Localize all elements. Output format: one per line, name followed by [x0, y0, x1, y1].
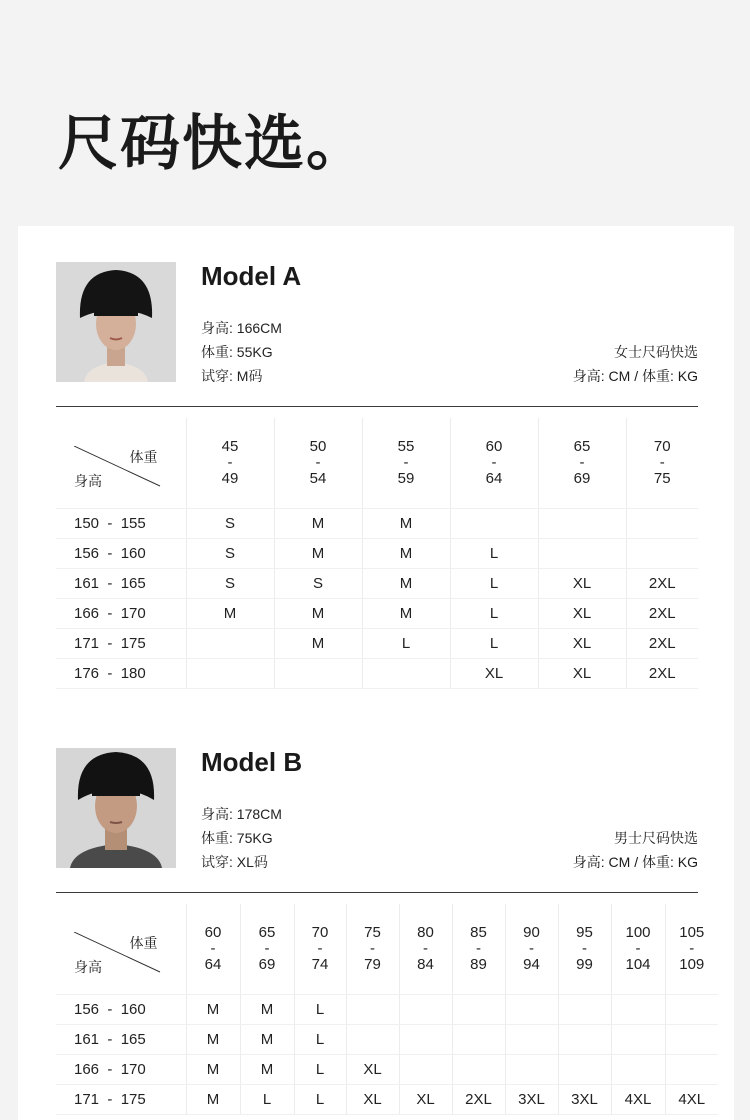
size-cell: M [186, 994, 240, 1024]
size-cell: M [362, 508, 450, 538]
corner-weight-label: 体重 [129, 935, 158, 951]
weight-range-lo: 105 [679, 923, 705, 941]
table-row [56, 628, 698, 658]
height-range-cell: 161 - 165 [56, 1024, 186, 1054]
size-cell [452, 1054, 505, 1084]
model-b-weight: 体重: 75KG [201, 830, 273, 846]
weight-range-header [665, 904, 718, 994]
weight-range-hi: 75 [653, 469, 671, 487]
size-cell: XL [538, 568, 626, 598]
weight-range-hi: 69 [573, 469, 591, 487]
size-cell: S [186, 568, 274, 598]
weight-range-hi: 109 [679, 955, 705, 973]
weight-range-dash: - [264, 939, 270, 957]
model-b-name: Model B [201, 747, 303, 777]
weight-range-lo: 60 [204, 923, 222, 941]
weight-range-hi: 94 [523, 955, 540, 973]
model-a-try-on: 试穿: M码 [201, 368, 263, 384]
size-cell: XL [538, 628, 626, 658]
size-cell: M [362, 538, 450, 568]
size-cell: L [362, 628, 450, 658]
size-cell: L [240, 1084, 294, 1114]
weight-range-lo: 85 [470, 923, 487, 941]
weight-range-dash: - [315, 453, 321, 471]
weight-range-dash: - [582, 939, 587, 957]
weight-range-header [626, 418, 698, 508]
size-cell: L [294, 994, 346, 1024]
size-cell: XL [538, 658, 626, 688]
size-cell: M [240, 994, 294, 1024]
height-range-cell: 156 - 160 [56, 538, 186, 568]
size-cell: M [240, 1024, 294, 1054]
size-cell: S [186, 538, 274, 568]
size-cell [346, 994, 399, 1024]
weight-range-header [558, 904, 611, 994]
weight-range-lo: 60 [485, 437, 503, 455]
weight-range-header [186, 904, 240, 994]
size-cell: M [362, 568, 450, 598]
weight-range-lo: 95 [576, 923, 593, 941]
size-cell: 2XL [626, 568, 698, 598]
weight-range-lo: 100 [625, 923, 651, 941]
size-cell [274, 658, 362, 688]
size-cell: 4XL [665, 1084, 718, 1114]
size-cell: XL [399, 1084, 452, 1114]
weight-range-hi: 64 [204, 955, 222, 973]
model-a-weight: 体重: 55KG [201, 344, 273, 360]
size-cell: L [450, 598, 538, 628]
weight-range-header [186, 418, 274, 508]
table-row [56, 994, 718, 1024]
model-a-size-table [56, 418, 698, 689]
weight-range-lo: 65 [573, 437, 591, 455]
table-row [56, 1024, 718, 1054]
weight-range-header [362, 418, 450, 508]
height-range-cell: 150 - 155 [56, 508, 186, 538]
weight-range-dash: - [370, 939, 375, 957]
weight-range-hi: 89 [470, 955, 487, 973]
size-cell [558, 994, 611, 1024]
height-range-cell: 171 - 175 [56, 628, 186, 658]
weight-range-lo: 65 [258, 923, 276, 941]
weight-range-hi: 104 [625, 955, 651, 973]
size-cell [611, 1024, 665, 1054]
corner-weight-label: 体重 [129, 449, 158, 465]
height-range-cell: 161 - 165 [56, 568, 186, 598]
size-cell: M [274, 508, 362, 538]
weight-range-dash: - [491, 453, 497, 471]
weight-range-header [538, 418, 626, 508]
size-cell [362, 658, 450, 688]
size-cell: M [186, 1024, 240, 1054]
weight-range-dash: - [403, 453, 409, 471]
table-row [56, 538, 698, 568]
size-cell: XL [346, 1084, 399, 1114]
weight-range-lo: 90 [523, 923, 540, 941]
size-cell: L [294, 1054, 346, 1084]
size-cell [665, 1054, 718, 1084]
size-cell [450, 508, 538, 538]
size-cell [452, 1024, 505, 1054]
model-a-units-label: 身高: CM / 体重: KG [572, 368, 698, 384]
model-b-photo [56, 748, 176, 868]
size-cell: 2XL [626, 628, 698, 658]
size-cell: L [450, 568, 538, 598]
model-a-divider [56, 406, 698, 407]
weight-range-dash: - [476, 939, 481, 957]
height-range-cell: 166 - 170 [56, 598, 186, 628]
size-cell [186, 628, 274, 658]
table-corner-header [56, 418, 186, 508]
weight-range-dash: - [689, 939, 695, 957]
size-cell [538, 538, 626, 568]
weight-range-dash: - [659, 453, 665, 471]
size-cell [626, 508, 698, 538]
weight-range-hi: 49 [221, 469, 239, 487]
size-cell: L [450, 538, 538, 568]
weight-range-dash: - [210, 939, 216, 957]
size-cell: L [294, 1024, 346, 1054]
model-a-height: 身高: 166CM [201, 320, 282, 336]
size-cell: M [274, 598, 362, 628]
weight-range-dash: - [423, 939, 428, 957]
model-a-photo [56, 262, 176, 382]
table-corner-header [56, 904, 186, 994]
size-cell: 3XL [558, 1084, 611, 1114]
size-cell [399, 994, 452, 1024]
size-cell: L [294, 1084, 346, 1114]
model-b-height: 身高: 178CM [201, 806, 282, 822]
weight-range-hi: 99 [576, 955, 593, 973]
size-cell [399, 1054, 452, 1084]
weight-range-hi: 79 [364, 955, 381, 973]
size-cell [452, 994, 505, 1024]
size-cell [611, 994, 665, 1024]
height-range-cell: 156 - 160 [56, 994, 186, 1024]
weight-range-lo: 80 [417, 923, 434, 941]
weight-range-lo: 70 [311, 923, 329, 941]
size-cell [665, 994, 718, 1024]
table-row [56, 1054, 718, 1084]
size-guide-card [18, 226, 734, 1120]
weight-range-dash: - [227, 453, 233, 471]
model-a-guide-label: 女士尺码快选 [614, 344, 698, 360]
size-cell: M [362, 598, 450, 628]
size-cell: XL [538, 598, 626, 628]
size-cell [665, 1024, 718, 1054]
weight-range-header [399, 904, 452, 994]
size-cell: 3XL [505, 1084, 558, 1114]
weight-range-hi: 54 [309, 469, 327, 487]
weight-range-header [346, 904, 399, 994]
weight-range-lo: 75 [364, 923, 381, 941]
size-cell: 2XL [626, 598, 698, 628]
size-cell: M [186, 598, 274, 628]
table-row [56, 658, 698, 688]
size-cell [186, 658, 274, 688]
height-range-cell: 171 - 175 [56, 1084, 186, 1114]
weight-range-header [294, 904, 346, 994]
weight-range-hi: 84 [417, 955, 434, 973]
size-cell [626, 538, 698, 568]
size-cell [611, 1054, 665, 1084]
weight-range-dash: - [317, 939, 323, 957]
size-cell [558, 1024, 611, 1054]
size-cell: XL [346, 1054, 399, 1084]
weight-range-header [611, 904, 665, 994]
table-row [56, 568, 698, 598]
model-b-guide-label: 男士尺码快选 [614, 830, 698, 846]
model-b-units-label: 身高: CM / 体重: KG [572, 854, 698, 870]
weight-range-dash: - [579, 453, 585, 471]
table-row [56, 508, 698, 538]
table-row [56, 1084, 718, 1114]
weight-range-dash: - [635, 939, 641, 957]
size-cell: L [450, 628, 538, 658]
table-row [56, 598, 698, 628]
size-cell [505, 994, 558, 1024]
weight-range-header [274, 418, 362, 508]
size-cell [399, 1024, 452, 1054]
size-cell: S [274, 568, 362, 598]
height-range-cell: 176 - 180 [56, 658, 186, 688]
weight-range-dash: - [529, 939, 534, 957]
size-cell [558, 1054, 611, 1084]
size-cell: M [240, 1054, 294, 1084]
weight-range-header [452, 904, 505, 994]
weight-range-header [240, 904, 294, 994]
size-cell: XL [450, 658, 538, 688]
weight-range-hi: 59 [397, 469, 415, 487]
height-range-cell: 166 - 170 [56, 1054, 186, 1084]
size-cell [538, 508, 626, 538]
size-cell: M [186, 1054, 240, 1084]
size-cell [505, 1024, 558, 1054]
model-a-name: Model A [201, 261, 302, 291]
size-cell: M [274, 628, 362, 658]
weight-range-header [450, 418, 538, 508]
size-cell: 2XL [626, 658, 698, 688]
weight-range-hi: 64 [485, 469, 503, 487]
corner-height-label: 身高 [74, 472, 102, 489]
model-b-try-on: 试穿: XL码 [201, 854, 268, 870]
size-cell: M [186, 1084, 240, 1114]
size-cell [505, 1054, 558, 1084]
corner-height-label: 身高 [74, 958, 102, 975]
weight-range-lo: 45 [221, 437, 239, 455]
size-cell: M [274, 538, 362, 568]
weight-range-lo: 50 [309, 437, 327, 455]
weight-range-lo: 55 [397, 437, 415, 455]
model-b-size-table [56, 904, 718, 1115]
size-cell: 2XL [452, 1084, 505, 1114]
weight-range-header [505, 904, 558, 994]
size-cell: 4XL [611, 1084, 665, 1114]
model-b-divider [56, 892, 698, 893]
weight-range-hi: 74 [311, 955, 329, 973]
weight-range-lo: 70 [653, 437, 671, 455]
size-cell [346, 1024, 399, 1054]
weight-range-hi: 69 [258, 955, 276, 973]
page-title: 尺码快选。 [58, 109, 368, 179]
size-cell: S [186, 508, 274, 538]
